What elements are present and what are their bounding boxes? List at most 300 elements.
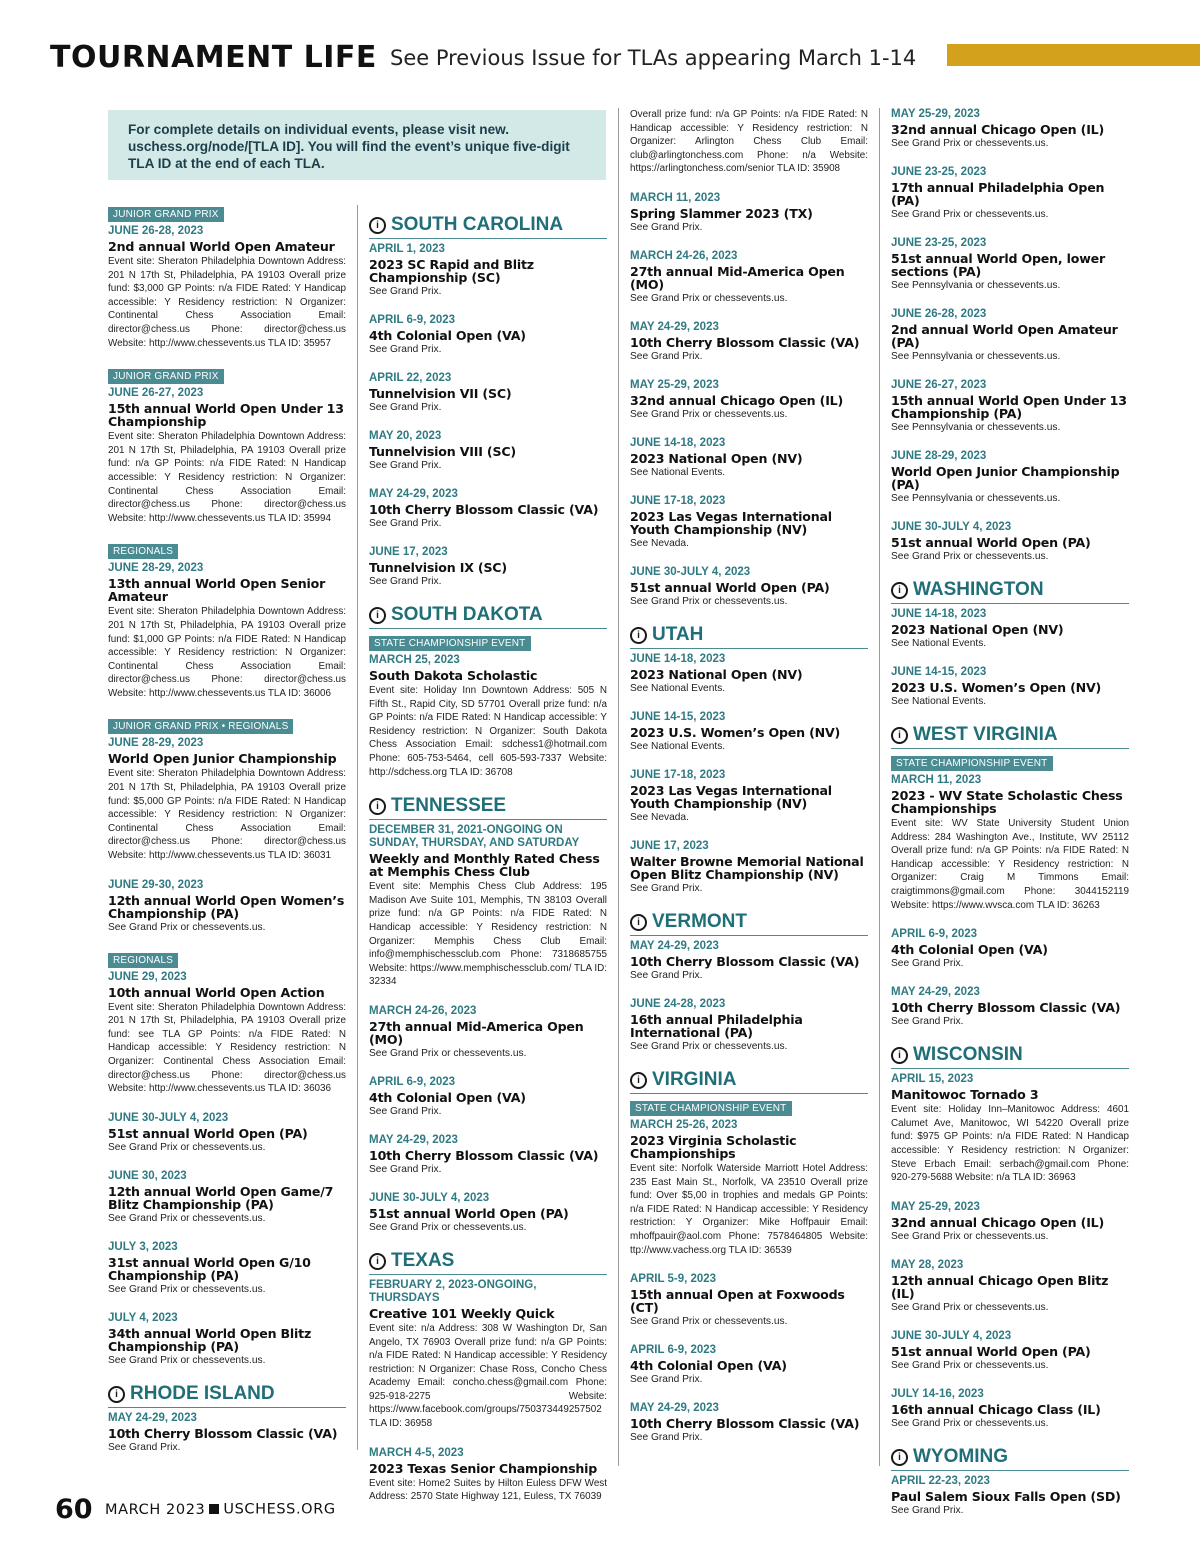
event-reference: See Pennsylvania or chessevents.us. — [891, 493, 1061, 504]
event-title: 16th annual Chicago Class (IL) — [891, 1401, 1101, 1417]
event-title: 10th Cherry Blossom Classic (VA) — [630, 1416, 860, 1432]
event-title: 51st annual World Open, lower sections (PA) — [891, 251, 1105, 279]
event-title: 17th annual Philadelphia Open (PA) — [891, 180, 1105, 208]
event-reference: See National Events. — [630, 682, 726, 694]
event-date: APRIL 22-23, 2023 — [891, 1474, 990, 1487]
event-date: JUNE 30-JULY 4, 2023 — [369, 1191, 490, 1204]
event-title: 51st annual World Open (PA) — [891, 1343, 1091, 1359]
page-header — [50, 38, 1200, 78]
event-date: JUNE 17, 2023 — [369, 546, 448, 558]
event-title: Weekly and Monthly Rated Chess at Memphis Chess Club — [369, 851, 600, 880]
event-date: APRIL 5-9, 2023 — [630, 1273, 717, 1286]
event-listing — [369, 1279, 607, 1431]
state-heading — [369, 1250, 607, 1275]
event-title: 51st annual World Open (PA) — [891, 535, 1091, 550]
state-name: WYOMING — [913, 1445, 1008, 1467]
event-listing — [630, 1402, 868, 1444]
event-details: Event site: Sheraton Philadelphia Downtown Address: 201 N 17th St, Philadelphia, PA 19103 Overall prize fund: $5,000 GP Points: n/a FIDE Rated: N Handicap accessible: Y Residency restriction: N Organizer: Continental Chess Association Email: director@chess.us Phone: director@chess.us Website: http://www.chessevents.us TLA ID: 36031 — [108, 768, 346, 862]
event-listing — [630, 840, 868, 895]
event-title: 4th Colonial Open (VA) — [369, 328, 526, 343]
event-title: 4th Colonial Open (VA) — [891, 942, 1048, 958]
event-date: JULY 4, 2023 — [108, 1311, 178, 1324]
event-listing — [891, 450, 1129, 505]
event-reference: See Grand Prix or chessevents.us. — [891, 1301, 1049, 1313]
event-title: 51st annual World Open (PA) — [630, 579, 830, 595]
event-category-badge: JUNIOR GRAND PRIX • REGIONALS — [108, 719, 293, 734]
event-date: MARCH 11, 2023 — [630, 191, 721, 204]
event-title: 2023 Virginia Scholastic Championships — [630, 1132, 797, 1161]
event-reference: See Grand Prix. — [369, 1105, 442, 1117]
event-date: JUNE 30-JULY 4, 2023 — [891, 521, 1012, 533]
event-title: 51st annual World Open (PA) — [369, 1205, 569, 1221]
site-link[interactable]: USCHESS.ORG — [223, 1501, 336, 1518]
event-reference: See Grand Prix. — [369, 344, 442, 355]
event-listing — [369, 243, 607, 298]
event-date: JUNE 23-25, 2023 — [891, 166, 987, 178]
event-listing — [108, 204, 346, 350]
event-date: MAY 24-29, 2023 — [108, 1411, 197, 1424]
event-listing — [108, 1412, 346, 1454]
event-listing — [630, 653, 868, 695]
event-title: Walter Browne Memorial National Open Blitz Championship (NV) — [630, 853, 864, 882]
event-title: 27th annual Mid-America Open (MO) — [369, 1018, 584, 1047]
event-title: 15th annual World Open Under 13 Championship (PA) — [891, 393, 1127, 421]
event-date: JULY 14-16, 2023 — [891, 1387, 984, 1400]
state-name: RHODE ISLAND — [130, 1382, 275, 1404]
event-title: Spring Slammer 2023 (TX) — [630, 205, 813, 221]
page-number: 60 — [55, 1494, 93, 1525]
event-reference: See Grand Prix. — [630, 350, 703, 362]
event-listing — [630, 998, 868, 1053]
event-details: Event site: Holiday Inn–Manitowoc Address: 4601 Calumet Ave, Manitowoc, WI 54220 Overall prize fund: $975 GP Points: n/a FIDE Rated: N Handicap accessible: Y Residency restriction: N Organizer: Steve Erbach Email: serbach@gmail.com Phone: 920-279-5688 Website: n/a TLA ID: 36963 — [891, 1104, 1129, 1184]
event-title: Tunnelvision VIII (SC) — [369, 444, 516, 459]
event-date: MARCH 24-26, 2023 — [630, 249, 738, 262]
event-title: 2023 SC Rapid and Blitz Championship (SC) — [369, 257, 534, 285]
event-date: APRIL 22, 2023 — [369, 372, 452, 384]
event-title: World Open Junior Championship — [108, 751, 337, 767]
event-title: Creative 101 Weekly Quick — [369, 1305, 555, 1321]
event-details: Event site: WV State University Student Union Address: 284 Washington Ave., Institute, WV 25112 Overall prize fund: n/a GP Points: n/a FIDE Rated: N Handicap accessible: Y Residency restriction: N Organizer: Craig M Timmons Email: craigtimmons@gmail.com Phone: 3044152119 Website: https://www.wvsca.com TLA ID: 36263 — [891, 818, 1129, 911]
event-details: Event site: Sheraton Philadelphia Downtown Address: 201 N 17th St, Philadelphia, PA 19103 Overall prize fund: $3,000 GP Points: n/a FIDE Rated: Y Handicap accessible: Y Residency restriction: N Organizer: Continental Chess Association Email: director@chess.us Phone: director@chess.us Website: http://www.chessevents.us TLA ID: 35957 — [108, 256, 346, 349]
event-date: MAY 20, 2023 — [369, 430, 442, 442]
event-listing — [891, 774, 1129, 912]
event-listing — [630, 192, 868, 234]
event-date: JUNE 29, 2023 — [108, 970, 187, 983]
event-date: JUNE 14-18, 2023 — [630, 436, 726, 449]
event-title: 2023 - WV State Scholastic Chess Championships — [891, 788, 1123, 816]
event-category-badge: REGIONALS — [108, 953, 178, 968]
event-date: JUNE 26-28, 2023 — [108, 225, 204, 237]
event-title: 10th Cherry Blossom Classic (VA) — [630, 334, 860, 350]
event-listing — [369, 1134, 607, 1176]
event-title: 27th annual Mid-America Open (MO) — [630, 263, 845, 292]
event-listing — [630, 566, 868, 608]
column-divider — [357, 205, 358, 1450]
event-reference: See Grand Prix or chessevents.us. — [108, 921, 266, 933]
event-date: MARCH 11, 2023 — [891, 774, 982, 786]
event-date: APRIL 15, 2023 — [891, 1073, 974, 1086]
event-date: JUNE 30, 2023 — [108, 1169, 187, 1182]
separator-square — [209, 1504, 219, 1514]
event-reference: See Grand Prix. — [108, 1441, 181, 1453]
section-subtitle: See Previous Issue for TLAs appearing March 1-14 — [390, 46, 917, 70]
event-reference: See Grand Prix or chessevents.us. — [108, 1354, 266, 1366]
event-reference: See Grand Prix or chessevents.us. — [630, 595, 788, 607]
event-title: 10th annual World Open Action — [108, 984, 325, 1000]
event-title: 2023 National Open (NV) — [630, 450, 803, 466]
event-listing — [369, 654, 607, 779]
event-date: JUNE 30-JULY 4, 2023 — [891, 1329, 1012, 1342]
event-date: JUNE 26-28, 2023 — [891, 308, 987, 320]
event-category-badge: STATE CHAMPIONSHIP EVENT — [630, 1101, 792, 1116]
event-reference: See Grand Prix. — [369, 1163, 442, 1175]
event-reference: See Grand Prix or chessevents.us. — [630, 1316, 788, 1328]
event-date: MARCH 4-5, 2023 — [369, 1446, 464, 1459]
event-listing — [891, 928, 1129, 970]
event-date: APRIL 6-9, 2023 — [630, 1344, 717, 1357]
event-listing — [891, 1259, 1129, 1314]
info-icon: i — [369, 798, 386, 815]
state-heading — [891, 1446, 1129, 1471]
event-date: JUNE 28-29, 2023 — [108, 737, 204, 750]
event-date: MARCH 24-26, 2023 — [369, 1004, 477, 1017]
event-reference: See Grand Prix or chessevents.us. — [891, 1417, 1049, 1429]
event-reference: See Pennsylvania or chessevents.us. — [891, 422, 1061, 433]
event-category-badge: STATE CHAMPIONSHIP EVENT — [891, 756, 1053, 771]
event-reference: See Grand Prix. — [891, 1016, 964, 1028]
info-icon: i — [891, 1449, 908, 1466]
state-name: WEST VIRGINIA — [913, 724, 1058, 745]
event-reference: See Grand Prix or chessevents.us. — [630, 1040, 788, 1052]
event-title: 2nd annual World Open Amateur — [108, 239, 335, 254]
event-date: JUNE 14-15, 2023 — [891, 666, 987, 678]
info-icon: i — [108, 1386, 125, 1403]
event-listing — [891, 1475, 1129, 1517]
event-listing — [108, 1112, 346, 1154]
event-title: 2nd annual World Open Amateur (PA) — [891, 322, 1118, 350]
event-reference: See National Events. — [630, 466, 726, 478]
state-heading — [369, 214, 607, 239]
event-date: JUNE 14-18, 2023 — [630, 652, 726, 665]
event-listing — [108, 950, 346, 1096]
event-date: JUNE 28-29, 2023 — [891, 450, 987, 462]
event-date: MARCH 25, 2023 — [369, 654, 460, 666]
event-listing — [891, 379, 1129, 434]
column-3 — [630, 108, 868, 1460]
section-title: TOURNAMENT LIFE — [50, 40, 377, 75]
column-divider — [879, 108, 880, 1466]
event-reference: See Grand Prix. — [630, 969, 703, 981]
column-1 — [108, 204, 346, 1470]
event-date: JUNE 17-18, 2023 — [630, 494, 726, 507]
event-reference: See Grand Prix or chessevents.us. — [630, 408, 788, 420]
state-heading — [630, 624, 868, 649]
event-title: 51st annual World Open (PA) — [108, 1125, 308, 1141]
event-details: Event site: Sheraton Philadelphia Downtown Address: 201 N 17th St, Philadelphia, PA 19103 Overall prize fund: n/a GP Points: n/a FIDE Rated: N Handicap accessible: Y Residency restriction: N Organizer: Continental Chess Association Email: director@chess.us Phone: director@chess.us Website: http://www.chessevents.us TLA ID: 35994 — [108, 431, 346, 524]
event-date: JUNE 29-30, 2023 — [108, 878, 204, 891]
event-title: 15th annual Open at Foxwoods (CT) — [630, 1287, 845, 1316]
event-title: 10th Cherry Blossom Classic (VA) — [369, 1147, 599, 1163]
event-listing — [630, 108, 868, 176]
state-name: SOUTH DAKOTA — [391, 604, 543, 625]
info-icon: i — [369, 217, 386, 234]
info-icon: i — [891, 727, 908, 744]
event-listing — [369, 372, 607, 414]
event-listing — [630, 769, 868, 824]
event-date: JUNE 14-18, 2023 — [891, 608, 987, 620]
event-listing — [369, 1192, 607, 1234]
event-title: 12th annual World Open Women’s Championship (PA) — [108, 892, 345, 921]
state-heading — [891, 1044, 1129, 1069]
event-date: MARCH 25-26, 2023 — [630, 1118, 738, 1131]
event-reference: See National Events. — [891, 696, 987, 707]
event-title: 32nd annual Chicago Open (IL) — [891, 122, 1105, 137]
state-heading — [891, 579, 1129, 604]
event-title: Tunnelvision IX (SC) — [369, 560, 507, 575]
event-title: 2023 U.S. Women’s Open (NV) — [630, 724, 841, 740]
event-title: 10th Cherry Blossom Classic (VA) — [369, 502, 599, 517]
event-title: Paul Salem Sioux Falls Open (SD) — [891, 1488, 1121, 1504]
event-listing — [891, 237, 1129, 292]
event-date: MAY 24-29, 2023 — [630, 320, 719, 333]
event-date: DECEMBER 31, 2021-ONGOING ON SUNDAY, THURSDAY, AND SATURDAY — [369, 824, 580, 850]
event-reference: See Grand Prix or chessevents.us. — [891, 138, 1049, 149]
column-2 — [369, 204, 607, 1520]
event-details: Event site: Sheraton Philadelphia Downtown Address: 201 N 17th St, Philadelphia, PA 19103 Overall prize fund: $1,000 GP Points: n/a FIDE Rated: N Handicap accessible: Y Residency restriction: N Organizer: Continental Chess Association Email: director@chess.us Phone: director@chess.us Website: http://www.chessevents.us TLA ID: 36006 — [108, 606, 346, 699]
event-reference: See Pennsylvania or chessevents.us. — [891, 351, 1061, 362]
event-reference: See National Events. — [630, 740, 726, 752]
event-title: 2023 Las Vegas International Youth Championship (NV) — [630, 782, 832, 811]
column-4 — [891, 108, 1129, 1533]
event-title: 2023 U.S. Women’s Open (NV) — [891, 680, 1102, 695]
event-listing — [630, 321, 868, 363]
event-listing — [369, 546, 607, 588]
event-listing — [369, 1005, 607, 1060]
event-listing — [369, 314, 607, 356]
info-icon: i — [630, 1072, 647, 1089]
state-name: VIRGINIA — [652, 1068, 737, 1090]
event-reference: See Grand Prix. — [891, 1504, 964, 1516]
event-listing — [369, 824, 607, 989]
event-date: JUNE 23-25, 2023 — [891, 237, 987, 249]
event-title: South Dakota Scholastic — [369, 668, 538, 683]
event-reference: See Grand Prix or chessevents.us. — [108, 1141, 266, 1153]
event-details: Event site: Sheraton Philadelphia Downtown Address: 201 N 17th St, Philadelphia, PA 19103 Overall prize fund: see TLA GP Points: n/a FIDE Rated: N Handicap accessible: Y Residency restriction: N Organizer: Continental Chess Association Email: director@chess.us Phone: director@chess.us Website: http://www.chessevents.us TLA ID: 36036 — [108, 1001, 346, 1095]
state-name: WASHINGTON — [913, 579, 1044, 600]
info-icon: i — [369, 607, 386, 624]
event-listing — [108, 366, 346, 525]
state-name: WISCONSIN — [913, 1044, 1023, 1066]
event-title: 32nd annual Chicago Open (IL) — [891, 1214, 1105, 1230]
event-listing — [891, 608, 1129, 650]
event-listing — [891, 666, 1129, 708]
event-title: 4th Colonial Open (VA) — [630, 1358, 787, 1374]
event-reference: See Nevada. — [630, 811, 689, 823]
event-reference: See Grand Prix. — [630, 1432, 703, 1444]
event-listing — [891, 986, 1129, 1028]
event-listing — [891, 1330, 1129, 1372]
event-date: MAY 24-29, 2023 — [630, 939, 719, 952]
event-date: MAY 25-29, 2023 — [630, 378, 719, 391]
event-reference: See Grand Prix. — [369, 576, 442, 587]
event-details: Event site: n/a Address: 308 W Washington Dr, San Angelo, TX 76903 Overall prize fund: n/a GP Points: n/a FIDE Rated: N Handicap accessible: Y Residency restriction: N Organizer: Chase Ross, Concho Chess Academy Email: concho.chess@gmail.com Phone: 925-918-2275 Website: https://www.facebook.com/groups/750373449257502 TLA ID: 36958 — [369, 1322, 607, 1430]
event-listing — [369, 488, 607, 530]
event-listing — [630, 379, 868, 421]
state-name: UTAH — [652, 623, 704, 645]
state-heading — [891, 724, 1129, 749]
info-icon: i — [630, 627, 647, 644]
event-listing — [891, 166, 1129, 221]
event-listing — [630, 250, 868, 305]
event-reference: See Nevada. — [630, 537, 689, 549]
event-reference: See Grand Prix. — [369, 402, 442, 413]
event-date: MAY 24-29, 2023 — [891, 986, 980, 999]
event-reference: See Grand Prix. — [891, 958, 964, 970]
page-footer — [55, 1494, 336, 1528]
event-title: 2023 Texas Senior Championship — [369, 1460, 598, 1476]
event-reference: See Grand Prix. — [630, 1374, 703, 1386]
event-date: MAY 24-29, 2023 — [369, 488, 458, 500]
event-details: Event site: Norfolk Waterside Marriott Hotel Address: 235 East Main St., Norfolk, VA 23510 Overall prize fund: Over $5,00 in trophies and medals GP Points: n/a FIDE Rated: N Handicap accessible: Y Residency restriction: Y Organizer: Mike Hoffpauir Email: mhoffpauir@aol.com Phone: 7578464805 Website: ttp://www.vachess.org TLA ID: 36539 — [630, 1162, 868, 1256]
event-listing — [108, 879, 346, 934]
state-heading — [108, 1383, 346, 1408]
event-date: JUNE 17, 2023 — [630, 839, 709, 852]
event-listing — [891, 1201, 1129, 1243]
event-details: Overall prize fund: n/a GP Points: n/a FIDE Rated: N Handicap accessible: Y Residency restriction: N Organizer: Arlington Chess Club Email: club@arlingtonchess.com Phone: n/a Website: https://arlingtonchess.com/senior TLA ID: 35908 — [630, 109, 868, 175]
event-reference: See Grand Prix. — [369, 518, 442, 529]
event-listing — [630, 495, 868, 550]
event-details: Event site: Memphis Chess Club Address: 195 Madison Ave Suite 101, Memphis, TN 38103 Overall prize fund: n/a GP Points: n/a FIDE Rated: N Handicap accessible: Y Residency restriction: N Organizer: Memphis Chess Club Email: info@memphischessclub.com Phone: 7318685755 Website: https://www.memphischessclub.com/ TLA ID: 32334 — [369, 881, 607, 988]
info-box: For complete details on individual events, please visit new. uschess.org/node/[TLA ID]. You will find the event’s unique five-digit TLA ID at the end of each TLA. — [108, 110, 606, 180]
event-reference: See Grand Prix or chessevents.us. — [108, 1283, 266, 1295]
event-date: FEBRUARY 2, 2023-ONGOING, THURSDAYS — [369, 1278, 537, 1304]
event-title: 2023 National Open (NV) — [630, 666, 803, 682]
issue-date: MARCH 2023 — [105, 1501, 206, 1518]
info-icon: i — [630, 914, 647, 931]
event-title: 2023 National Open (NV) — [891, 622, 1064, 637]
event-listing — [891, 1388, 1129, 1430]
event-reference: See Grand Prix or chessevents.us. — [369, 1221, 527, 1233]
event-listing — [369, 1076, 607, 1118]
event-reference: See National Events. — [891, 638, 987, 649]
event-listing — [891, 521, 1129, 563]
state-heading — [369, 795, 607, 820]
event-title: 31st annual World Open G/10 Championship (PA) — [108, 1254, 311, 1283]
event-date: APRIL 1, 2023 — [369, 243, 445, 255]
event-listing — [630, 1273, 868, 1328]
event-reference: See Grand Prix. — [630, 882, 703, 894]
event-listing — [369, 430, 607, 472]
column-divider — [618, 108, 619, 1466]
event-reference: See Grand Prix or chessevents.us. — [891, 1230, 1049, 1242]
event-listing — [630, 940, 868, 982]
event-date: MAY 25-29, 2023 — [891, 108, 980, 120]
event-reference: See Grand Prix or chessevents.us. — [891, 1359, 1049, 1371]
event-date: APRIL 6-9, 2023 — [369, 314, 456, 326]
info-icon: i — [891, 1047, 908, 1064]
event-listing — [369, 1447, 607, 1504]
event-date: APRIL 6-9, 2023 — [369, 1075, 456, 1088]
event-date: MAY 28, 2023 — [891, 1258, 964, 1271]
event-date: APRIL 6-9, 2023 — [891, 928, 978, 941]
event-title: 10th Cherry Blossom Classic (VA) — [630, 953, 860, 969]
event-date: JUNE 30-JULY 4, 2023 — [630, 565, 751, 578]
header-accent-bar — [947, 44, 1200, 66]
event-listing — [108, 1170, 346, 1225]
event-details: Event site: Home2 Suites by Hilton Euless DFW West Address: 2570 State Highway 121, Euless, TX 76039 — [369, 1477, 607, 1503]
event-title: World Open Junior Championship (PA) — [891, 464, 1120, 492]
event-reference: See Grand Prix or chessevents.us. — [369, 1047, 527, 1059]
event-title: 13th annual World Open Senior Amateur — [108, 576, 326, 605]
event-reference: See Grand Prix. — [630, 221, 703, 233]
info-icon: i — [891, 582, 908, 599]
event-title: 12th annual World Open Game/7 Blitz Championship (PA) — [108, 1183, 334, 1212]
event-date: MAY 24-29, 2023 — [630, 1402, 719, 1415]
event-date: MAY 24-29, 2023 — [369, 1133, 458, 1146]
event-reference: See Grand Prix. — [369, 286, 442, 297]
event-reference: See Grand Prix or chessevents.us. — [891, 551, 1049, 562]
event-category-badge: STATE CHAMPIONSHIP EVENT — [369, 636, 531, 651]
event-reference: See Grand Prix. — [369, 460, 442, 471]
state-name: TENNESSEE — [391, 795, 507, 817]
state-name: TEXAS — [391, 1249, 455, 1271]
info-icon: i — [369, 1253, 386, 1270]
event-title: Manitowoc Tornado 3 — [891, 1087, 1039, 1103]
event-title: 10th Cherry Blossom Classic (VA) — [891, 1000, 1121, 1016]
event-date: JUNE 26-27, 2023 — [108, 387, 204, 400]
event-category-badge: REGIONALS — [108, 544, 178, 559]
event-date: JUNE 30-JULY 4, 2023 — [108, 1111, 229, 1124]
event-title: 32nd annual Chicago Open (IL) — [630, 392, 844, 408]
event-date: JUNE 26-27, 2023 — [891, 379, 987, 391]
event-title: 4th Colonial Open (VA) — [369, 1089, 526, 1105]
event-reference: See Pennsylvania or chessevents.us. — [891, 280, 1061, 291]
event-title: 15th annual World Open Under 13 Championship — [108, 401, 344, 430]
event-listing — [630, 1344, 868, 1386]
event-title: 34th annual World Open Blitz Championship (PA) — [108, 1325, 312, 1354]
event-title: 10th Cherry Blossom Classic (VA) — [108, 1425, 338, 1441]
event-title: Tunnelvision VII (SC) — [369, 386, 512, 401]
state-name: SOUTH CAROLINA — [391, 214, 564, 235]
event-title: 16th annual Philadelphia International (PA) — [630, 1011, 803, 1040]
event-date: JUNE 28-29, 2023 — [108, 562, 204, 575]
event-listing — [630, 1119, 868, 1257]
event-title: 2023 Las Vegas International Youth Championship (NV) — [630, 508, 832, 537]
event-listing — [891, 1073, 1129, 1185]
state-name: VERMONT — [652, 910, 747, 932]
event-date: JUNE 17-18, 2023 — [630, 768, 726, 781]
state-heading — [630, 1069, 868, 1094]
event-date: JUNE 24-28, 2023 — [630, 997, 726, 1010]
event-details: Event site: Holiday Inn Downtown Address: 505 N Fifth St., Rapid City, SD 57701 Overall prize fund: n/a GP Points: n/a FIDE Rated: N Handicap accessible: Y Residency restriction: N Organizer: South Dakota Chess Association Email: sdchess1@hotmail.com Phone: 605-753-5464, cell 605-593-7337 Website: http://sdchess.org TLA ID: 36708 — [369, 685, 607, 778]
event-category-badge: JUNIOR GRAND PRIX — [108, 369, 224, 384]
event-listing — [108, 1312, 346, 1367]
event-listing — [108, 541, 346, 700]
event-reference: See Grand Prix or chessevents.us. — [630, 292, 788, 304]
event-date: JUNE 14-15, 2023 — [630, 710, 726, 723]
event-listing — [891, 108, 1129, 150]
state-heading — [369, 604, 607, 629]
state-heading — [630, 911, 868, 936]
event-title: 12th annual Chicago Open Blitz (IL) — [891, 1272, 1109, 1301]
event-reference: See Grand Prix or chessevents.us. — [891, 209, 1049, 220]
event-date: MAY 25-29, 2023 — [891, 1200, 980, 1213]
event-listing — [108, 1241, 346, 1296]
event-category-badge: JUNIOR GRAND PRIX — [108, 207, 224, 222]
event-listing — [630, 437, 868, 479]
event-date: JULY 3, 2023 — [108, 1240, 178, 1253]
event-reference: See Grand Prix or chessevents.us. — [108, 1212, 266, 1224]
